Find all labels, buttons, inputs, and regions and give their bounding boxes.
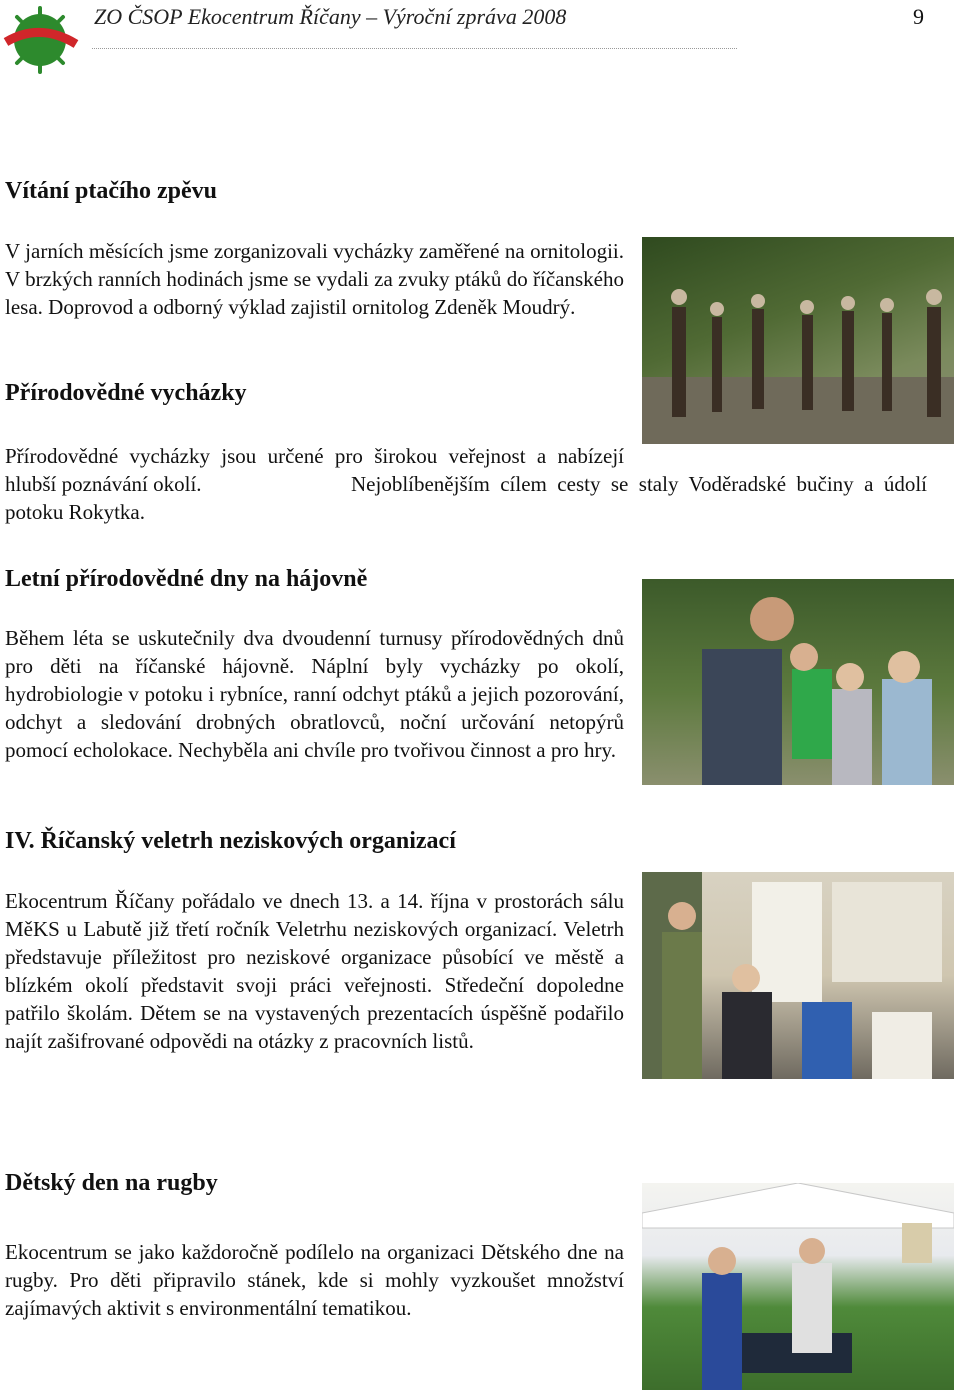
document-title: ZO ČSOP Ekocentrum Říčany – Výroční zpráva 2008 <box>94 4 567 29</box>
section-text-nature-walks-part2: Nejoblíbenějším cílem cesty se staly Voděradské bučiny a údolí potoku Rokytka. <box>5 472 927 524</box>
section-text-nature-walks-part1: Přírodovědné vycházky jsou určené pro širokou veřejnost a nabízejí hlubší poznávání okolí. <box>5 444 624 496</box>
section-heading-summer-days: Letní přírodovědné dny na hájovně <box>5 566 368 592</box>
photo-ngo-fair <box>642 872 954 1079</box>
section-heading-ngo-fair: IV. Říčanský veletrh neziskových organizací <box>5 828 456 854</box>
header-divider <box>92 48 737 49</box>
ekocentrum-logo <box>0 0 80 76</box>
photo-forest-walk <box>642 237 954 444</box>
section-heading-rugby-day: Dětský den na rugby <box>5 1170 218 1196</box>
section-heading-nature-walks: Přírodovědné vycházky <box>5 380 247 406</box>
section-text-ngo-fair: Ekocentrum Říčany pořádalo ve dnech 13. a 14. října v prostorách sálu MěKS u Labutě již třetí ročník Veletrhu neziskových organizací. Veletrh představuje příležitost pro neziskové organizace působící ve městě a blízkém okolí představit svoji práci veřejnosti. Středeční dopoledne patřilo školám. Dětem se na vystavených prezentacích úspěšně podařilo najít zašifrované odpovědi na otázky z pracovních listů. <box>5 889 624 1053</box>
section-text-bird-song: V jarních měsících jsme zorganizovali vycházky zaměřené na ornitologii. V brzkých ranních hodinách jsme se vydali za zvuky ptáků do říčanského lesa. Doprovod a odborný výklad zajistil ornitolog Zdeněk Moudrý. <box>5 239 624 319</box>
photo-children-forest <box>642 579 954 785</box>
section-text-summer-days: Během léta se uskutečnily dva dvoudenní turnusy přírodovědných dnů pro děti na říčanské hájovně. Náplní byly vycházky po okolí, hydrobiologie v potoku i rybníce, ranní odchyt ptáků a jejich pozorování, odchyt a sledování drobných obratlovců, noční určování netopýrů pomocí echolokace. Nechyběla ani chvíle pro tvořivou činnost a pro hry. <box>5 626 624 762</box>
page-number: 9 <box>913 4 924 29</box>
photo-rugby-day <box>642 1183 954 1390</box>
section-heading-bird-song: Vítání ptačího zpěvu <box>5 178 218 204</box>
section-text-rugby-day: Ekocentrum se jako každoročně podílelo na organizaci Dětského dne na rugby. Pro děti připravilo stánek, kde si mohly vyzkoušet množství zajímavých aktivit s environmentální tematikou. <box>5 1240 624 1320</box>
